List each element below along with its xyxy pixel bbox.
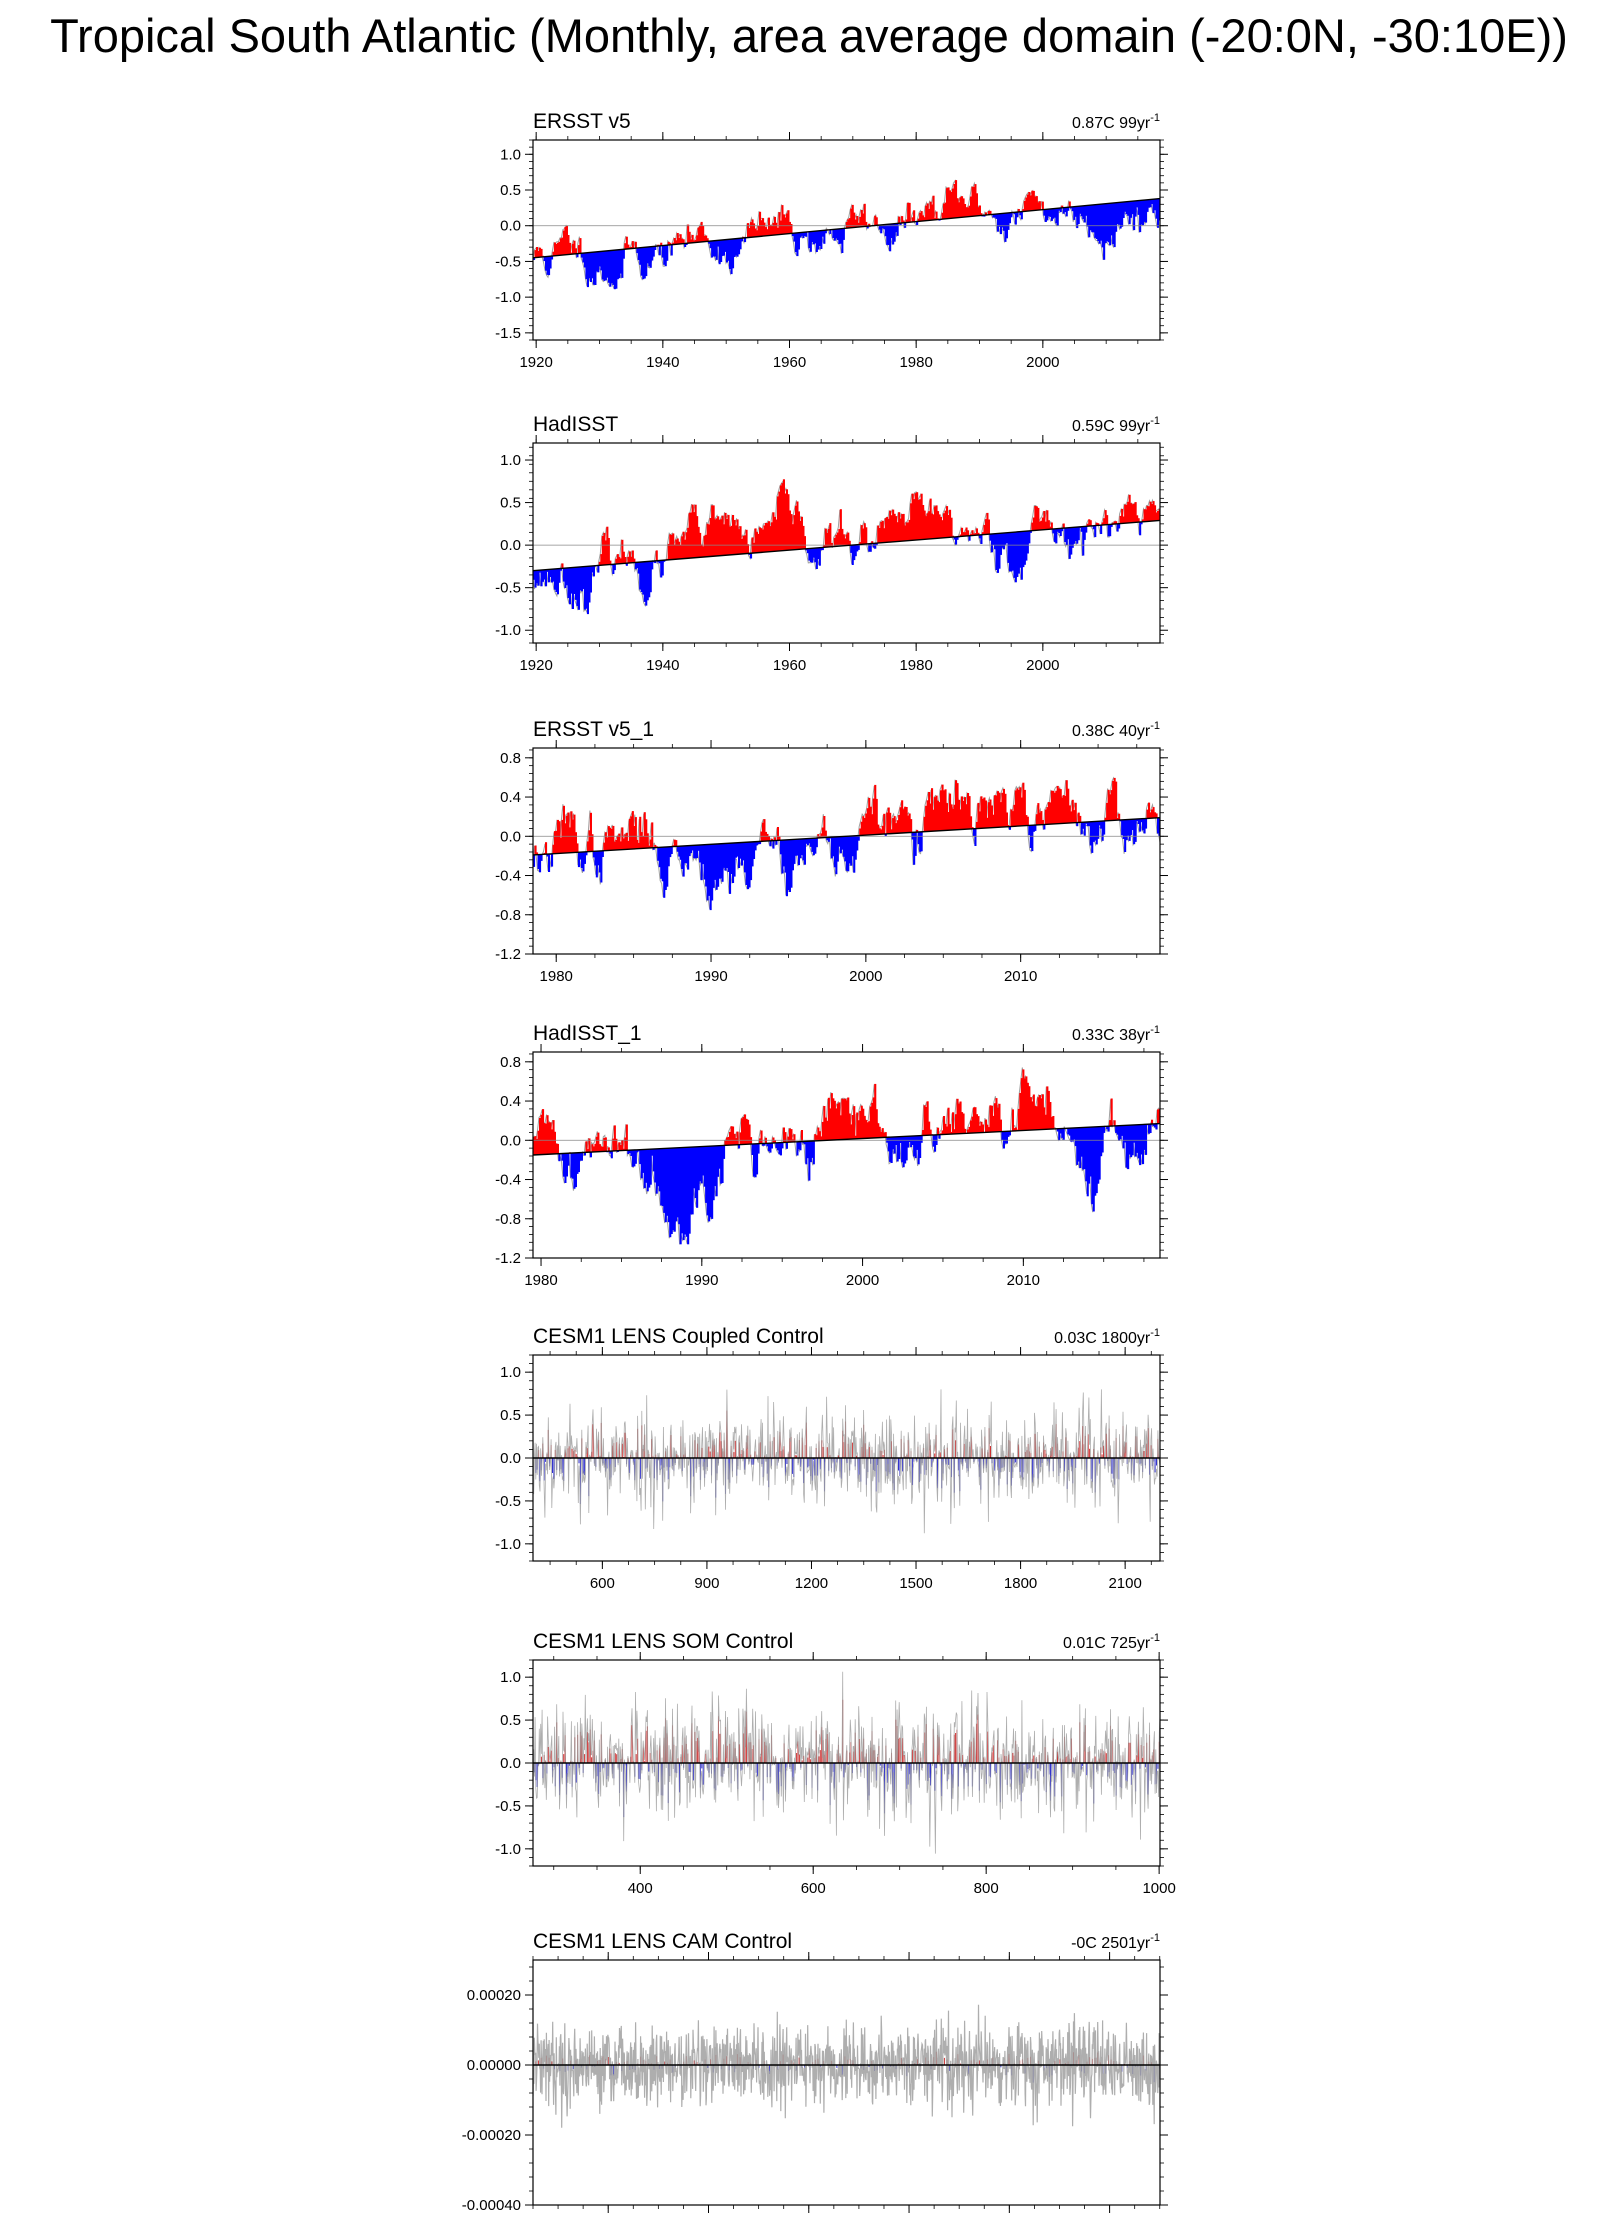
positive-anomaly-bar <box>1075 803 1077 823</box>
positive-anomaly-bar <box>909 203 911 222</box>
positive-anomaly-bar <box>1115 782 1117 821</box>
negative-anomaly-bar <box>671 847 673 854</box>
negative-anomaly-bar <box>769 841 771 846</box>
x-tick-label: 2000 <box>1026 354 1060 371</box>
negative-anomaly-bar <box>541 855 543 861</box>
negative-anomaly-bar <box>581 1153 583 1161</box>
x-tick-label: 1980 <box>899 657 933 674</box>
positive-anomaly-bar <box>913 210 915 222</box>
positive-anomaly-bar <box>937 1128 939 1135</box>
panel-title: CESM1 LENS Coupled Control <box>533 1325 824 1348</box>
positive-anomaly-bar <box>1027 817 1029 826</box>
negative-anomaly-bar <box>611 1151 613 1158</box>
panel-1 <box>495 110 1168 371</box>
y-tick-label: -1.5 <box>495 324 521 342</box>
negative-anomaly-bar <box>781 1143 783 1149</box>
negative-anomaly-bar <box>1135 819 1137 842</box>
x-tick-label: 1920 <box>519 657 553 674</box>
panel-4 <box>495 1022 1168 1289</box>
positive-anomaly-bar <box>784 1132 786 1142</box>
positive-anomaly-bar <box>1039 201 1041 210</box>
negative-anomaly-bar <box>551 854 553 867</box>
negative-anomaly-bar <box>819 548 821 566</box>
positive-anomaly-bar <box>761 1131 763 1144</box>
negative-anomaly-bar <box>771 1143 773 1148</box>
negative-anomaly-bar <box>904 223 906 228</box>
negative-anomaly-bar <box>843 229 845 240</box>
x-tick-label: 1980 <box>524 1272 558 1289</box>
x-tick-label: 600 <box>589 1575 615 1592</box>
x-tick-label: 1960 <box>772 354 807 371</box>
raw-series-line <box>533 1389 1160 1533</box>
y-tick-label: 1.0 <box>500 1669 521 1687</box>
y-tick-label: 1.0 <box>500 146 521 164</box>
negative-anomaly-bar <box>1016 212 1018 217</box>
positive-anomaly-bar <box>675 840 677 846</box>
negative-anomaly-bar <box>974 829 976 846</box>
negative-anomaly-bar <box>921 832 923 851</box>
negative-anomaly-bar <box>1145 1124 1147 1155</box>
negative-anomaly-bar <box>805 232 807 237</box>
positive-anomaly-bar <box>545 842 547 854</box>
figure-title: Tropical South Atlantic (Monthly, area average domain (-20:0N, -30:10E)) <box>50 9 1568 62</box>
positive-anomaly-bar <box>1114 1120 1116 1126</box>
y-tick-label: 0.5 <box>500 494 521 512</box>
negative-anomaly-bar <box>1078 527 1080 540</box>
trend-label: 0.59C $99yr^{-1}$ <box>1071 415 1160 435</box>
y-tick-label: -0.5 <box>495 1492 521 1510</box>
positive-anomaly-bar <box>883 814 885 834</box>
negative-anomaly-bar <box>651 561 653 569</box>
negative-anomaly-bar <box>1103 1127 1105 1133</box>
panel-6 <box>495 1630 1176 1897</box>
trend-label: -0C $2501yr^{-1}$ <box>1071 1932 1160 1952</box>
positive-anomaly-bar <box>801 1130 803 1142</box>
y-tick-label: 0.4 <box>500 1093 521 1111</box>
x-tick-label: 2100 <box>1108 1575 1142 1592</box>
positive-anomaly-bar <box>1052 1116 1054 1129</box>
negative-anomaly-bar <box>662 560 664 575</box>
y-tick-label: -0.5 <box>495 253 521 271</box>
negative-anomaly-bar <box>1118 524 1120 529</box>
panel-title: CESM1 LENS CAM Control <box>533 1930 793 1953</box>
x-tick-label: 2000 <box>845 1272 880 1289</box>
y-tick-label: 0.00000 <box>466 2057 521 2074</box>
negative-anomaly-bar <box>750 553 752 558</box>
trend-label: 0.03C $1800yr^{-1}$ <box>1054 1327 1160 1347</box>
panel-title: HadISST <box>533 413 619 436</box>
x-tick-label: 400 <box>627 1880 653 1897</box>
y-tick-label: 0.4 <box>500 789 521 807</box>
y-tick-label: 0.00020 <box>466 1987 521 2004</box>
negative-anomaly-bar <box>548 854 550 872</box>
negative-anomaly-bar <box>723 1146 725 1159</box>
x-tick-label: 1990 <box>694 968 728 985</box>
negative-anomaly-bar <box>1085 526 1087 532</box>
y-tick-label: -0.5 <box>495 579 521 597</box>
positive-anomaly-bar <box>605 1137 607 1151</box>
trend-label: 0.38C $40yr^{-1}$ <box>1071 720 1160 740</box>
y-tick-label: 0.5 <box>500 1407 521 1425</box>
trend-label: 0.87C $99yr^{-1}$ <box>1071 112 1160 132</box>
positive-anomaly-bar <box>1012 1109 1014 1131</box>
negative-anomaly-bar <box>1084 822 1086 836</box>
positive-anomaly-bar <box>624 557 626 563</box>
x-tick-label: 1960 <box>772 657 807 674</box>
x-tick-label: 1200 <box>794 1575 829 1592</box>
negative-anomaly-bar <box>915 832 917 856</box>
negative-anomaly-bar <box>538 570 540 585</box>
x-tick-label: 2010 <box>1006 1272 1041 1289</box>
negative-anomaly-bar <box>558 569 560 583</box>
y-tick-label: 0.5 <box>500 182 521 199</box>
x-tick-label: 1000 <box>1142 1880 1176 1897</box>
panel-title: CESM1 LENS SOM Control <box>533 1630 794 1653</box>
positive-anomaly-bar <box>651 822 653 848</box>
positive-anomaly-bar <box>933 196 935 220</box>
y-tick-label: -1.0 <box>495 1535 521 1553</box>
negative-anomaly-bar <box>1043 825 1045 830</box>
x-tick-label: 1980 <box>899 354 933 371</box>
x-tick-label: 600 <box>800 1880 826 1897</box>
negative-anomaly-bar <box>597 566 599 573</box>
panel-title: ERSST v5 <box>533 110 631 133</box>
positive-anomaly-bar <box>557 1144 559 1154</box>
positive-anomaly-bar <box>747 544 749 553</box>
x-tick-label: 1800 <box>1003 1575 1038 1592</box>
negative-anomaly-bar <box>772 841 774 849</box>
positive-anomaly-bar <box>656 550 658 561</box>
positive-anomaly-bar <box>1079 816 1081 823</box>
negative-anomaly-bar <box>1103 821 1105 835</box>
y-tick-label: -1.2 <box>495 946 521 963</box>
positive-anomaly-bar <box>793 1134 795 1142</box>
y-tick-label: 0.0 <box>500 1132 521 1150</box>
trend-label: 0.33C $38yr^{-1}$ <box>1071 1024 1160 1044</box>
y-tick-label: -1.0 <box>495 289 521 307</box>
positive-anomaly-bar <box>632 241 634 248</box>
y-tick-label: 1.0 <box>500 452 521 470</box>
y-tick-label: 0.8 <box>500 1053 521 1071</box>
negative-anomaly-bar <box>545 570 547 587</box>
y-tick-label: -0.4 <box>495 867 521 885</box>
y-tick-label: 1.0 <box>500 1364 521 1382</box>
negative-anomaly-bar <box>1145 819 1147 829</box>
positive-anomaly-bar <box>1118 814 1120 821</box>
x-tick-label: 2010 <box>1003 968 1038 985</box>
positive-anomaly-bar <box>865 527 867 544</box>
x-tick-label: 1940 <box>646 354 680 371</box>
negative-anomaly-bar <box>1063 1129 1065 1140</box>
positive-anomaly-bar <box>576 843 578 852</box>
negative-anomaly-bar <box>671 245 673 256</box>
x-tick-label: 900 <box>694 1575 720 1592</box>
negative-anomaly-bar <box>1034 825 1036 831</box>
x-tick-label: 1980 <box>539 968 573 985</box>
x-tick-label: 2000 <box>849 968 883 985</box>
positive-anomaly-bar <box>1006 813 1008 827</box>
negative-anomaly-bar <box>980 535 982 544</box>
positive-anomaly-bar <box>876 217 878 225</box>
raw-series-line <box>533 1068 1160 1245</box>
positive-anomaly-bar <box>1042 202 1044 210</box>
y-tick-label: -1.0 <box>495 1840 521 1858</box>
positive-anomaly-bar <box>1111 1099 1113 1127</box>
y-tick-label: 0.5 <box>500 1712 521 1730</box>
y-tick-label: -0.5 <box>495 1797 521 1815</box>
y-tick-label: -0.4 <box>495 1171 521 1189</box>
positive-anomaly-bar <box>1000 1120 1002 1132</box>
positive-anomaly-bar <box>579 238 581 253</box>
y-tick-label: -0.00020 <box>461 2127 521 2144</box>
negative-anomaly-bar <box>1100 525 1102 534</box>
x-tick-label: 800 <box>973 1880 999 1897</box>
negative-anomaly-bar <box>558 1154 560 1162</box>
y-tick-label: -1.0 <box>495 622 521 640</box>
negative-anomaly-bar <box>1094 526 1096 537</box>
negative-anomaly-bar <box>969 536 971 541</box>
negative-anomaly-bar <box>567 1153 569 1165</box>
positive-anomaly-bar <box>853 1106 855 1139</box>
y-tick-label: 0.0 <box>500 1450 521 1467</box>
trend-line <box>533 199 1160 258</box>
panel-title: ERSST v5_1 <box>533 718 655 741</box>
panel-5 <box>495 1325 1168 1592</box>
raw-series-line <box>533 181 1160 288</box>
panel-title: HadISST_1 <box>533 1022 642 1045</box>
negative-anomaly-bar <box>614 564 616 570</box>
trend-label: 0.01C $725yr^{-1}$ <box>1063 1632 1160 1652</box>
y-tick-label: 0.0 <box>500 1755 521 1772</box>
negative-anomaly-bar <box>786 1142 788 1149</box>
negative-anomaly-bar <box>1108 1126 1110 1131</box>
positive-anomaly-bar <box>635 242 637 249</box>
negative-anomaly-bar <box>590 1152 592 1157</box>
raw-series-line <box>533 2005 1160 2128</box>
positive-anomaly-bar <box>1051 523 1053 530</box>
y-tick-label: 0.8 <box>500 749 521 767</box>
positive-anomaly-bar <box>737 1132 739 1145</box>
positive-anomaly-bar <box>970 816 972 829</box>
negative-anomaly-bar <box>799 1142 801 1151</box>
y-tick-label: 0.0 <box>500 828 521 846</box>
negative-anomaly-bar <box>921 1136 923 1143</box>
negative-anomaly-bar <box>1057 208 1059 225</box>
x-tick-label: 1990 <box>685 1272 719 1289</box>
positive-anomaly-bar <box>626 1125 628 1151</box>
negative-anomaly-bar <box>623 249 625 258</box>
negative-anomaly-bar <box>659 246 661 255</box>
negative-anomaly-bar <box>666 245 668 260</box>
panel-2 <box>495 413 1168 674</box>
negative-anomaly-bar <box>816 838 818 847</box>
positive-anomaly-bar <box>910 819 912 832</box>
panel-3 <box>495 718 1168 985</box>
y-tick-label: -0.8 <box>495 1210 521 1228</box>
negative-anomaly-bar <box>1150 1124 1152 1133</box>
negative-anomaly-bar <box>1156 1124 1158 1130</box>
positive-anomaly-bar <box>591 834 593 851</box>
raw-series-line <box>533 481 1160 612</box>
y-tick-label: -0.00040 <box>461 2197 521 2214</box>
positive-anomaly-bar <box>898 217 900 224</box>
x-tick-label: 1920 <box>519 354 553 371</box>
positive-anomaly-bar <box>1090 520 1092 526</box>
negative-anomaly-bar <box>593 566 595 577</box>
panel-7 <box>462 1930 1168 2215</box>
y-tick-label: 0.0 <box>500 537 521 555</box>
negative-anomaly-bar <box>602 851 604 857</box>
x-tick-label: 1500 <box>899 1575 933 1592</box>
negative-anomaly-bar <box>1021 212 1023 220</box>
positive-anomaly-bar <box>988 520 990 535</box>
positive-anomaly-bar <box>951 518 953 538</box>
positive-anomaly-bar <box>1106 515 1108 525</box>
x-tick-label: 1940 <box>646 657 680 674</box>
x-tick-label: 2000 <box>1026 657 1060 674</box>
negative-anomaly-bar <box>758 1144 760 1154</box>
y-tick-label: -0.8 <box>495 906 521 924</box>
negative-anomaly-bar <box>813 1141 815 1164</box>
positive-anomaly-bar <box>982 1125 984 1133</box>
y-tick-label: 0.0 <box>500 217 521 235</box>
positive-anomaly-bar <box>804 536 806 549</box>
y-tick-label: -1.2 <box>495 1250 521 1267</box>
